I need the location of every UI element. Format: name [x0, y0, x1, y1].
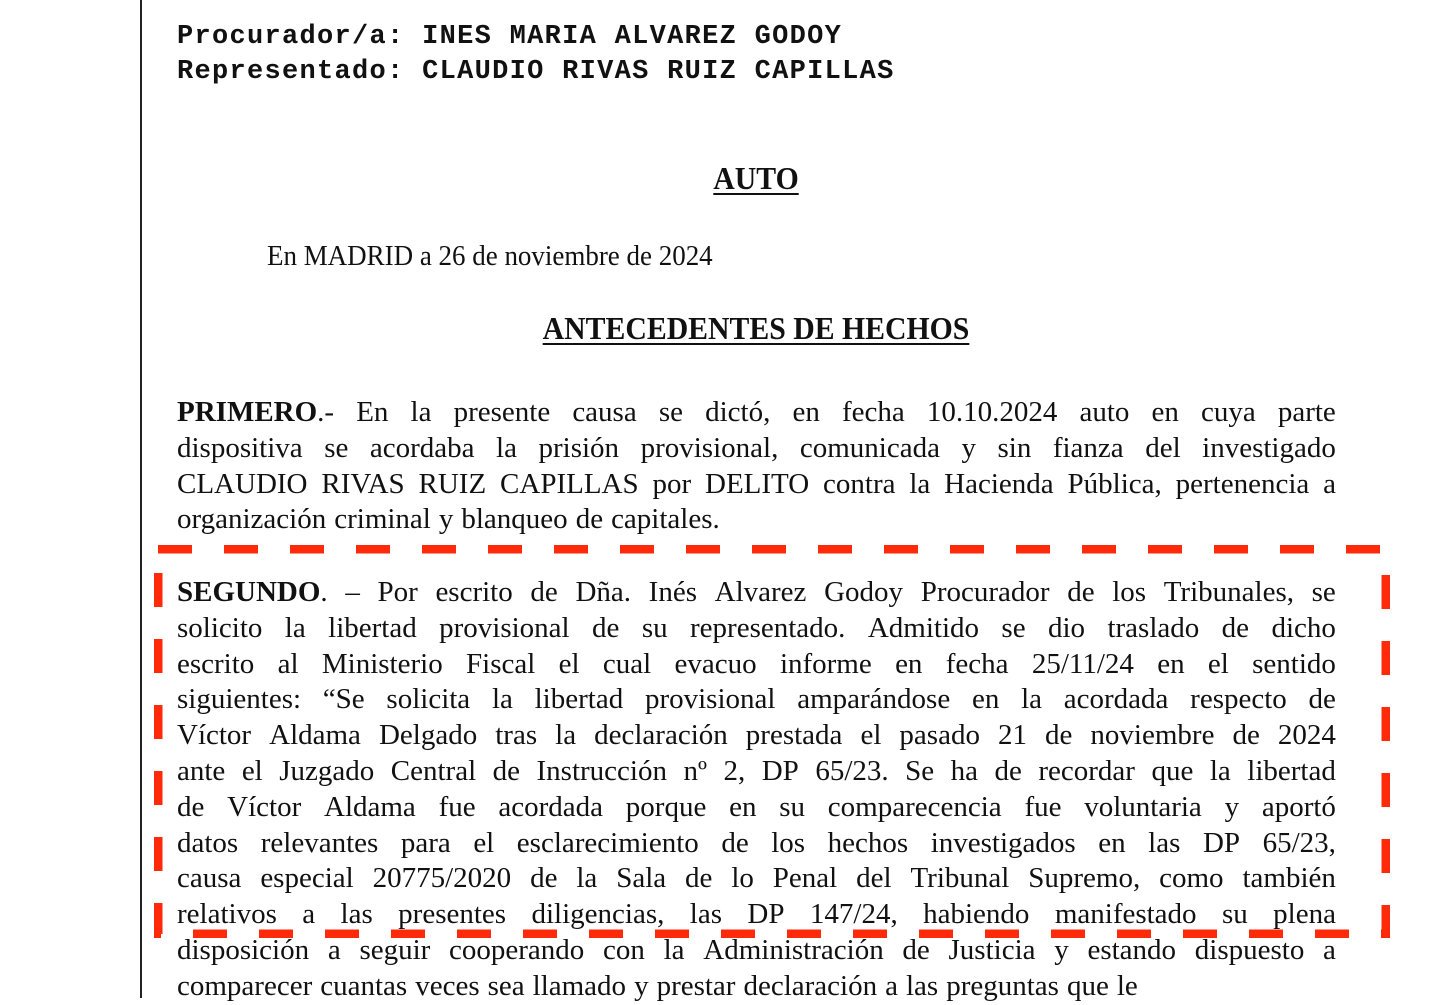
- dateline: En MADRID a 26 de noviembre de 2024: [267, 240, 713, 272]
- section-title: ANTECEDENTES DE HECHOS: [542, 310, 970, 346]
- paragraph-line: Víctor Aldama Delgado tras la declaración prestada el pasado 21 de noviembre de 2024: [177, 719, 1336, 752]
- paragraph-segundo: [177, 575, 1336, 1005]
- representado-line: [177, 55, 895, 89]
- paragraph-line: dispositiva se acordaba la prisión provisional, comunicada y sin fianza del investigado: [177, 431, 1336, 464]
- paragraph-line: ante el Juzgado Central de Instrucción nº 2, DP 65/23. Se ha de recordar que la libertad: [177, 754, 1336, 787]
- paragraph-lead: PRIMERO: [177, 396, 318, 428]
- paragraph-lead: SEGUNDO: [177, 576, 321, 608]
- paragraph-line: CLAUDIO RIVAS RUIZ CAPILLAS por DELITO contra la Hacienda Pública, pertenencia a: [177, 467, 1336, 500]
- paragraph-line: PRIMERO.- En la presente causa se dictó, en fecha 10.10.2024 auto en cuya parte: [177, 396, 1336, 428]
- procurador-line: [177, 20, 842, 54]
- paragraph-line: solicito la libertad provisional de su representado. Admitido se dio traslado de dicho: [177, 611, 1336, 644]
- paragraph-line: SEGUNDO. – Por escrito de Dña. Inés Alvarez Godoy Procurador de los Tribunales, se: [177, 576, 1336, 608]
- page-left-border: [140, 0, 142, 998]
- paragraph-line: datos relevantes para el esclarecimiento de los hechos investigados en las DP 65/23,: [177, 826, 1336, 859]
- paragraph-line: organización criminal y blanqueo de capitales.: [177, 503, 720, 536]
- paragraph-line: comparecer cuantas veces sea llamado y prestar declaración a las preguntas que le: [177, 969, 1138, 1002]
- paragraph-line: disposición a seguir cooperando con la Administración de Justicia y estando dispuesto a: [177, 933, 1336, 966]
- procurador-value: INES MARIA ALVAREZ GODOY: [422, 22, 843, 52]
- paragraph-line: escrito al Ministerio Fiscal el cual evacuo informe en fecha 25/11/24 en el sentido: [177, 647, 1336, 680]
- paragraph-line: de Víctor Aldama fue acordada porque en su comparecencia fue voluntaria y aportó: [177, 790, 1336, 823]
- procurador-label: Procurador/a:: [177, 22, 405, 52]
- paragraph-line: siguientes: “Se solicita la libertad provisional amparándose en la acordada respecto de: [177, 683, 1336, 716]
- paragraph-line: relativos a las presentes diligencias, las DP 147/24, habiendo manifestado su plena: [177, 898, 1336, 931]
- document-title: AUTO: [713, 160, 799, 196]
- paragraph-primero: [177, 395, 1336, 538]
- representado-value: CLAUDIO RIVAS RUIZ CAPILLAS: [422, 57, 895, 87]
- representado-label: Representado:: [177, 57, 405, 87]
- paragraph-line: causa especial 20775/2020 de la Sala de lo Penal del Tribunal Supremo, como también: [177, 862, 1336, 895]
